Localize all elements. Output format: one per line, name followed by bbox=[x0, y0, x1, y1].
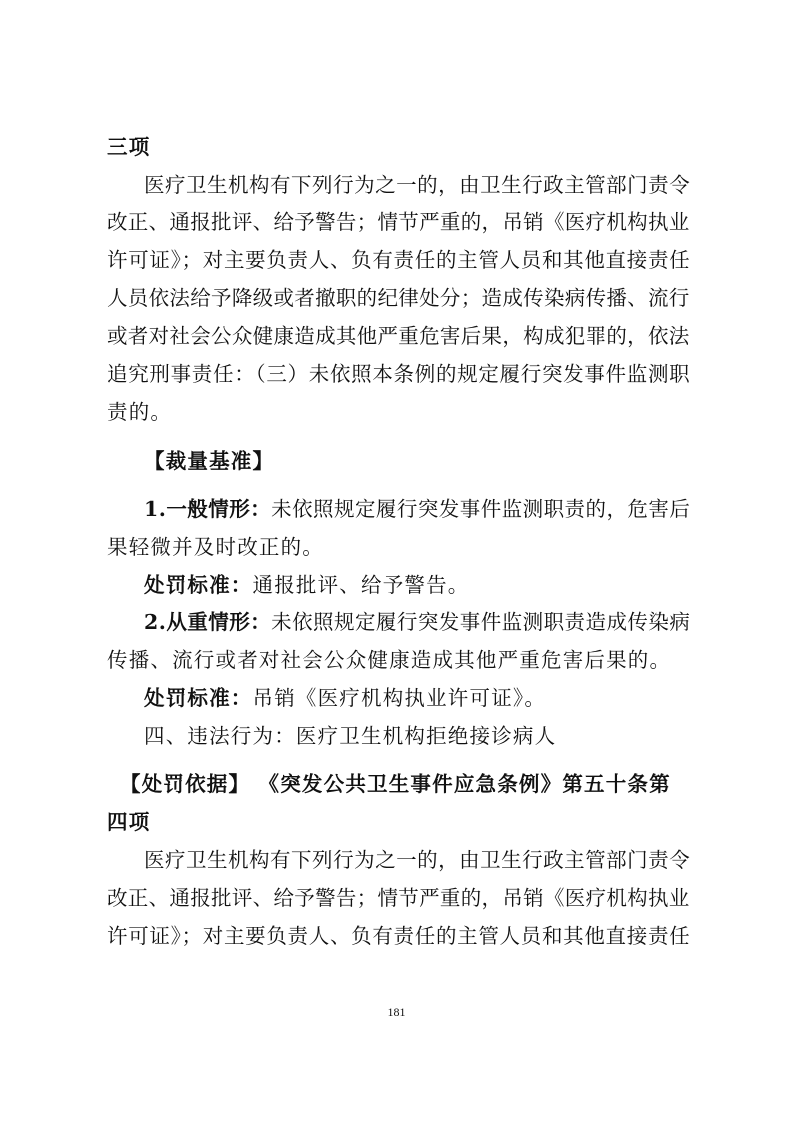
text-line bbox=[120, 772, 671, 796]
body-text: 改正、通报批评、给予警告；情节严重的，吊销《医疗机构执业 bbox=[107, 210, 690, 234]
text-line bbox=[144, 610, 690, 634]
body-text: 许可证》；对主要负责人、负有责任的主管人员和其他直接责任 bbox=[107, 924, 691, 948]
text-line bbox=[144, 173, 690, 197]
text-line bbox=[144, 686, 546, 710]
text-line bbox=[144, 497, 690, 521]
text-line bbox=[144, 848, 690, 872]
body-text: 医疗卫生机构有下列行为之一的，由卫生行政主管部门责令 bbox=[144, 848, 691, 872]
body-text: 医疗卫生机构有下列行为之一的，由卫生行政主管部门责令 bbox=[144, 173, 691, 197]
body-text: 果轻微并及时改正的。 bbox=[107, 535, 324, 559]
text-line bbox=[107, 324, 690, 348]
body-text: 四、违法行为：医疗卫生机构拒绝接诊病人 bbox=[144, 724, 557, 748]
text-line bbox=[107, 362, 690, 386]
body-text: 通报批评、给予警告。 bbox=[252, 573, 470, 597]
bold-text: 三项 bbox=[107, 135, 151, 159]
bold-text: 处罚标准： bbox=[144, 573, 253, 597]
body-text: 未依照规定履行突发事件监测职责的，危害后 bbox=[271, 497, 691, 521]
text-line bbox=[107, 400, 172, 424]
text-line bbox=[144, 724, 556, 748]
text-line bbox=[107, 135, 150, 159]
bold-text: 四项 bbox=[107, 810, 151, 834]
body-text: 改正、通报批评、给予警告；情节严重的，吊销《医疗机构执业 bbox=[107, 886, 690, 910]
text-line bbox=[107, 286, 690, 310]
text-line bbox=[107, 648, 671, 672]
text-line bbox=[107, 248, 690, 272]
bold-text: 【处罚依据】 《突发公共卫生事件应急条例》第五十条第 bbox=[120, 772, 671, 796]
text-line bbox=[107, 886, 690, 910]
bold-text: 2.从重情形： bbox=[144, 610, 272, 634]
body-text: 追究刑事责任：（三）未依照本条例的规定履行突发事件监测职 bbox=[107, 362, 691, 386]
text-line bbox=[144, 573, 470, 597]
body-text: 吊销《医疗机构执业许可证》。 bbox=[252, 686, 547, 710]
bold-text: 1.一般情形： bbox=[144, 497, 272, 521]
body-text: 责的。 bbox=[107, 400, 173, 424]
body-text: 传播、流行或者对社会公众健康造成其他严重危害后果的。 bbox=[107, 648, 672, 672]
text-line bbox=[107, 210, 690, 234]
bold-text: 处罚标准： bbox=[144, 686, 253, 710]
body-text: 或者对社会公众健康造成其他严重危害后果，构成犯罪的，依法 bbox=[107, 324, 690, 348]
page-number: 181 bbox=[387, 1005, 406, 1019]
body-text: 人员依法给予降级或者撤职的纪律处分；造成传染病传播、流行 bbox=[107, 286, 690, 310]
bold-text: 【裁量基准】 bbox=[144, 449, 275, 473]
body-text: 未依照规定履行突发事件监测职责造成传染病 bbox=[271, 610, 691, 634]
body-text: 许可证》；对主要负责人、负有责任的主管人员和其他直接责任 bbox=[107, 248, 691, 272]
text-line bbox=[107, 810, 150, 834]
text-line bbox=[107, 924, 690, 948]
text-line bbox=[107, 535, 324, 559]
text-line bbox=[144, 449, 274, 473]
